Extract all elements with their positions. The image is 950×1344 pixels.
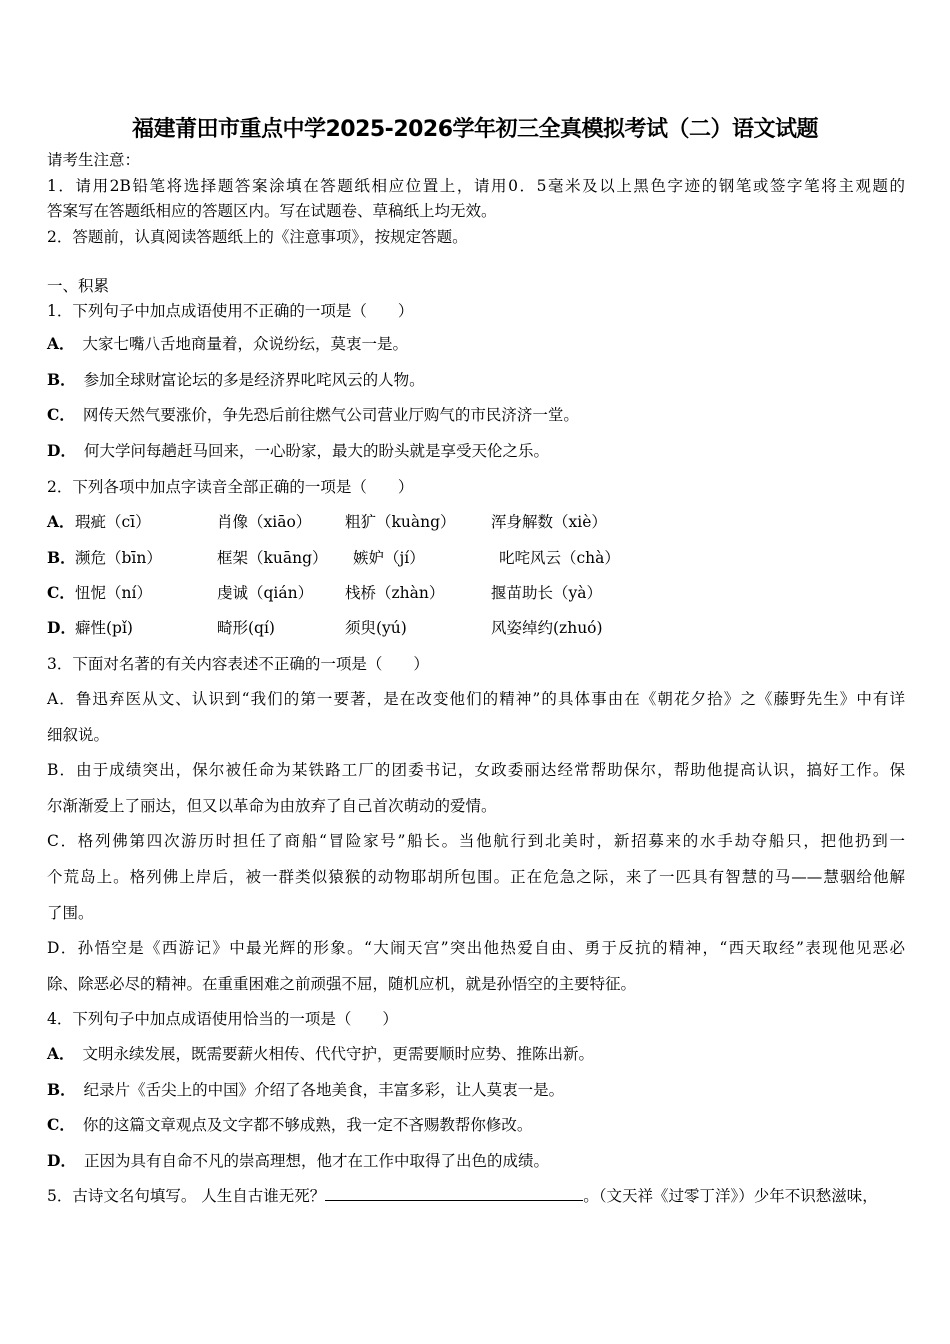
option-label: B． — [47, 1080, 76, 1099]
option-label: B． — [47, 370, 76, 389]
reading-option-row — [47, 618, 647, 638]
question-option — [47, 441, 549, 461]
word-pinyin: 忸怩（ní） — [75, 584, 152, 602]
question-stem: 1．下列句子中加点成语使用不正确的一项是（ ） — [47, 302, 414, 320]
option-text: 何大学问每趟赶马回来，一心盼家，最大的盼头就是享受天伦之乐。 — [83, 442, 549, 460]
question-option-line: 了围。 — [47, 904, 94, 922]
option-text: 网传天然气要涨价，争先恐后前往燃气公司营业厅购气的市民济济一堂。 — [82, 406, 579, 424]
question-option — [47, 1115, 532, 1135]
question-stem: 3．下面对名著的有关内容表述不正确的一项是（ ） — [47, 655, 429, 673]
question-option-line: D．孙悟空是《西游记》中最光辉的形象。“大闹天宫”突出他热爱自由、勇于反抗的精神，“西天取经”表现他见恶必 — [47, 939, 905, 957]
option-label: D． — [47, 618, 76, 637]
question-option — [47, 370, 425, 390]
notice-line: 2．答题前，认真阅读答题纸上的《注意事项》，按规定答题。 — [47, 228, 468, 246]
option-label: A． — [47, 334, 75, 353]
question-option-line: A．鲁迅弃医从文、认识到“我们的第一要著，是在改变他们的精神”的具体事由在《朝花夕拾》之《藤野先生》中有详 — [47, 690, 905, 708]
option-text: 大家七嘴八舌地商量着，众说纷纭，莫衷一是。 — [82, 335, 409, 353]
word-pinyin: 叱咤风云（chà） — [499, 549, 620, 567]
option-text: 纪录片《舌尖上的中国》介绍了各地美食，丰富多彩，让人莫衷一是。 — [83, 1081, 565, 1099]
notice-line: 1．请用2B铅笔将选择题答案涂填在答题纸相应位置上，请用0．5毫米及以上黑色字迹的钢笔或签字笔将主观题的 — [47, 177, 905, 195]
reading-option-row — [47, 583, 647, 603]
question-stem: 4．下列句子中加点成语使用恰当的一项是（ ） — [47, 1010, 398, 1028]
q5-prefix: 5．古诗文名句填写。 人生自古谁无死？ — [47, 1187, 326, 1205]
word-pinyin: 栈桥（zhàn） — [345, 584, 445, 602]
question-option-line: 细叙说。 — [47, 726, 110, 744]
reading-option-row — [47, 548, 647, 568]
word-pinyin: 粗犷（kuàng） — [345, 513, 456, 531]
question-option — [47, 405, 579, 425]
question-option — [47, 1044, 594, 1064]
word-pinyin: 框架（kuāng） — [217, 549, 328, 567]
question-option-line: 除、除恶必尽的精神。在重重困难之前顽强不屈，随机应机，就是孙悟空的主要特征。 — [47, 975, 637, 993]
word-pinyin: 濒危（bīn） — [75, 549, 162, 567]
question-option-line: C．格列佛第四次游历时担任了商船“冒险家号”船长。当他航行到北美时，新招募来的水手劫夺船只，把他扔到一 — [47, 832, 905, 850]
word-pinyin: 浑身解数（xiè） — [491, 513, 607, 531]
question-stem — [47, 1186, 878, 1206]
question-option-line: 尔渐渐爱上了丽达，但又以革命为由放弃了自己首次萌动的爱情。 — [47, 797, 497, 815]
question-option-line: B．由于成绩突出，保尔被任命为某铁路工厂的团委书记，女政委丽达经常帮助保尔，帮助他提高认识，搞好工作。保 — [47, 761, 905, 779]
option-text: 文明永续发展，既需要薪火相传、代代守护，更需要顺时应势、推陈出新。 — [82, 1045, 595, 1063]
word-pinyin: 畸形(qí) — [217, 619, 275, 637]
question-option — [47, 334, 408, 354]
option-label: B． — [47, 548, 76, 567]
q5-suffix: 。（文天祥《过零丁洋》）少年不识愁滋味， — [583, 1187, 878, 1205]
section-heading: 一、积累 — [47, 277, 110, 295]
reading-option-row — [47, 512, 647, 532]
option-text: 参加全球财富论坛的多是经济界叱咤风云的人物。 — [83, 371, 425, 389]
option-label: C． — [47, 1115, 75, 1134]
option-text: 正因为具有自命不凡的崇高理想，他才在工作中取得了出色的成绩。 — [83, 1152, 549, 1170]
question-stem: 2．下列各项中加点字读音全部正确的一项是（ ） — [47, 478, 414, 496]
option-label: C． — [47, 583, 75, 602]
word-pinyin: 揠苗助长（yà） — [491, 584, 602, 602]
question-option — [47, 1151, 549, 1171]
notice-heading: 请考生注意： — [47, 151, 141, 169]
question-option-line: 个荒岛上。格列佛上岸后，被一群类似猿猴的动物耶胡所包围。正在危急之际，来了一匹具有智慧的马——慧骃给他解 — [47, 868, 905, 886]
option-label: A． — [47, 512, 75, 531]
option-label: D． — [47, 1151, 76, 1170]
word-pinyin: 须臾(yú) — [345, 619, 407, 637]
answer-blank[interactable] — [325, 1186, 583, 1201]
option-label: A． — [47, 1044, 75, 1063]
page-title: 福建莆田市重点中学2025-2026学年初三全真模拟考试（二）语文试题 — [131, 117, 819, 142]
word-pinyin: 癖性(pǐ) — [75, 619, 133, 637]
option-label: C． — [47, 405, 75, 424]
option-label: D． — [47, 441, 76, 460]
word-pinyin: 瑕疵（cī） — [75, 513, 151, 531]
word-pinyin: 嫉妒（jí） — [353, 549, 425, 567]
option-text: 你的这篇文章观点及文字都不够成熟，我一定不吝赐教帮你修改。 — [82, 1116, 533, 1134]
word-pinyin: 虔诚（qián） — [217, 584, 314, 602]
word-pinyin: 风姿绰约(zhuó) — [491, 619, 603, 637]
word-pinyin: 肖像（xiāo） — [217, 513, 312, 531]
question-option — [47, 1080, 564, 1100]
notice-line: 答案写在答题纸相应的答题区内。写在试题卷、草稿纸上均无效。 — [47, 202, 497, 220]
